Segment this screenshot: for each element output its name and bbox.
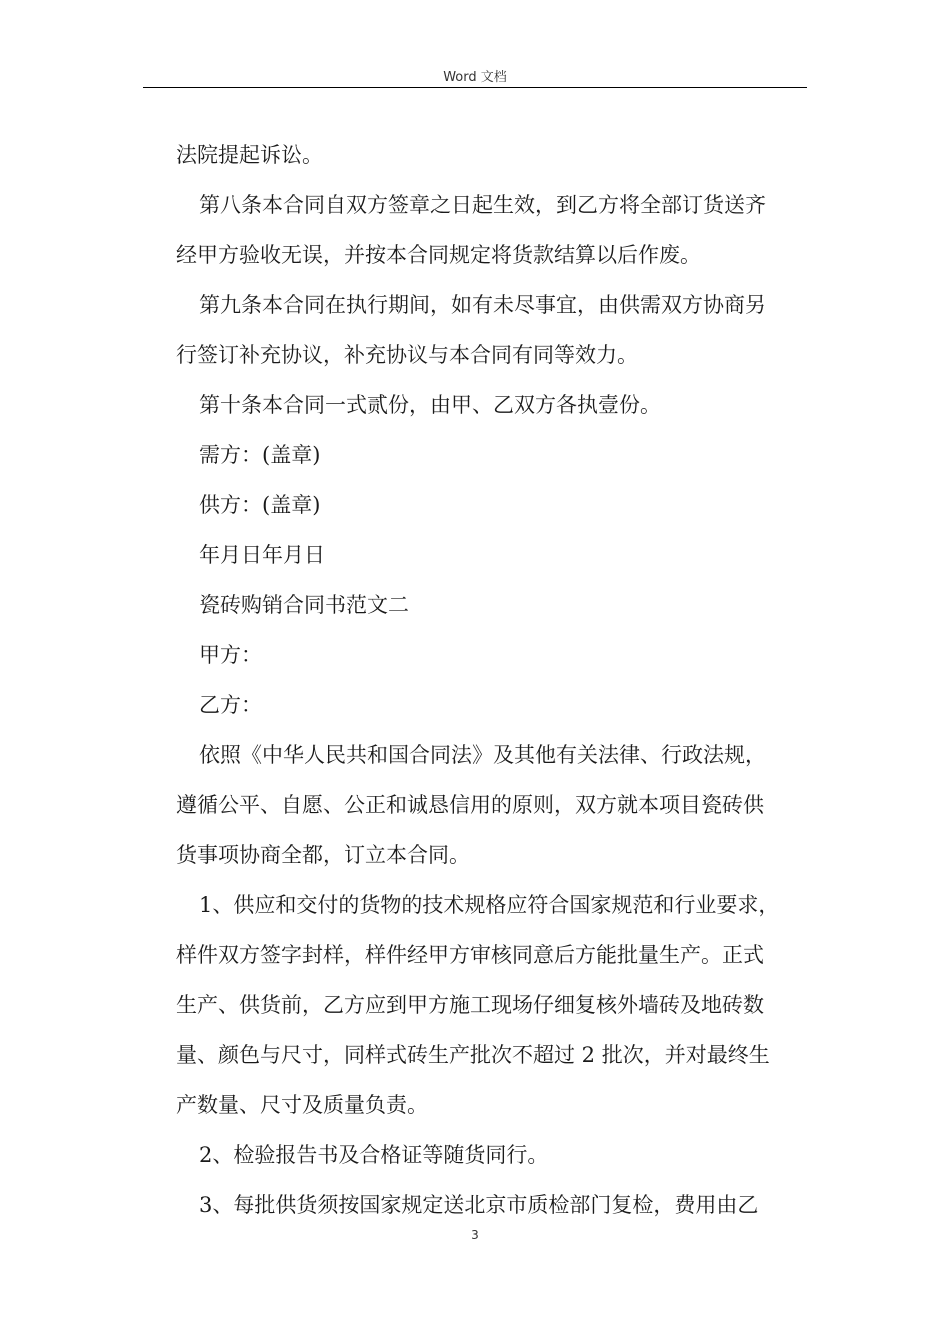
page-number: 3 [471, 1228, 479, 1242]
text-line: 第八条本合同自双方签章之日起生效，到乙方将全部订货送齐 [199, 193, 766, 217]
text-line: 生产、供货前，乙方应到甲方施工现场仔细复核外墙砖及地砖数 [176, 993, 764, 1017]
text-line: 需方：(盖章) [199, 443, 321, 467]
page-header: Word 文档 [443, 70, 507, 85]
text-line: 经甲方验收无误，并按本合同规定将货款结算以后作废。 [176, 243, 701, 267]
text-line: 第十条本合同一式贰份，由甲、乙双方各执壹份。 [199, 393, 661, 417]
text-line: 遵循公平、自愿、公正和诚恳信用的原则，双方就本项目瓷砖供 [176, 793, 764, 817]
text-line: 第九条本合同在执行期间，如有未尽事宜，由供需双方协商另 [199, 293, 766, 317]
text-line: 货事项协商全都，订立本合同。 [176, 843, 470, 867]
text-line: 年月日年月日 [199, 543, 325, 567]
text-line: 瓷砖购销合同书范文二 [199, 593, 409, 617]
text-line: 样件双方签字封样，样件经甲方审核同意后方能批量生产。正式 [176, 943, 764, 967]
text-line: 3、每批供货须按国家规定送北京市质检部门复检，费用由乙 [199, 1193, 759, 1217]
text-line: 1、供应和交付的货物的技术规格应符合国家规范和行业要求， [199, 893, 780, 917]
text-line: 依照《中华人民共和国合同法》及其他有关法律、行政法规， [199, 743, 766, 767]
text-line: 甲方： [199, 643, 262, 667]
text-line: 法院提起诉讼。 [176, 143, 323, 167]
text-line: 2、检验报告书及合格证等随货同行。 [199, 1143, 549, 1167]
text-line: 行签订补充协议，补充协议与本合同有同等效力。 [176, 343, 638, 367]
text-line: 量、颜色与尺寸，同样式砖生产批次不超过 2 批次，并对最终生 [176, 1043, 770, 1067]
text-line: 产数量、尺寸及质量负责。 [176, 1093, 428, 1117]
text-line: 供方：(盖章) [199, 493, 321, 517]
text-line: 乙方： [199, 693, 262, 717]
document-body [176, 130, 806, 1230]
header-divider [143, 87, 807, 88]
